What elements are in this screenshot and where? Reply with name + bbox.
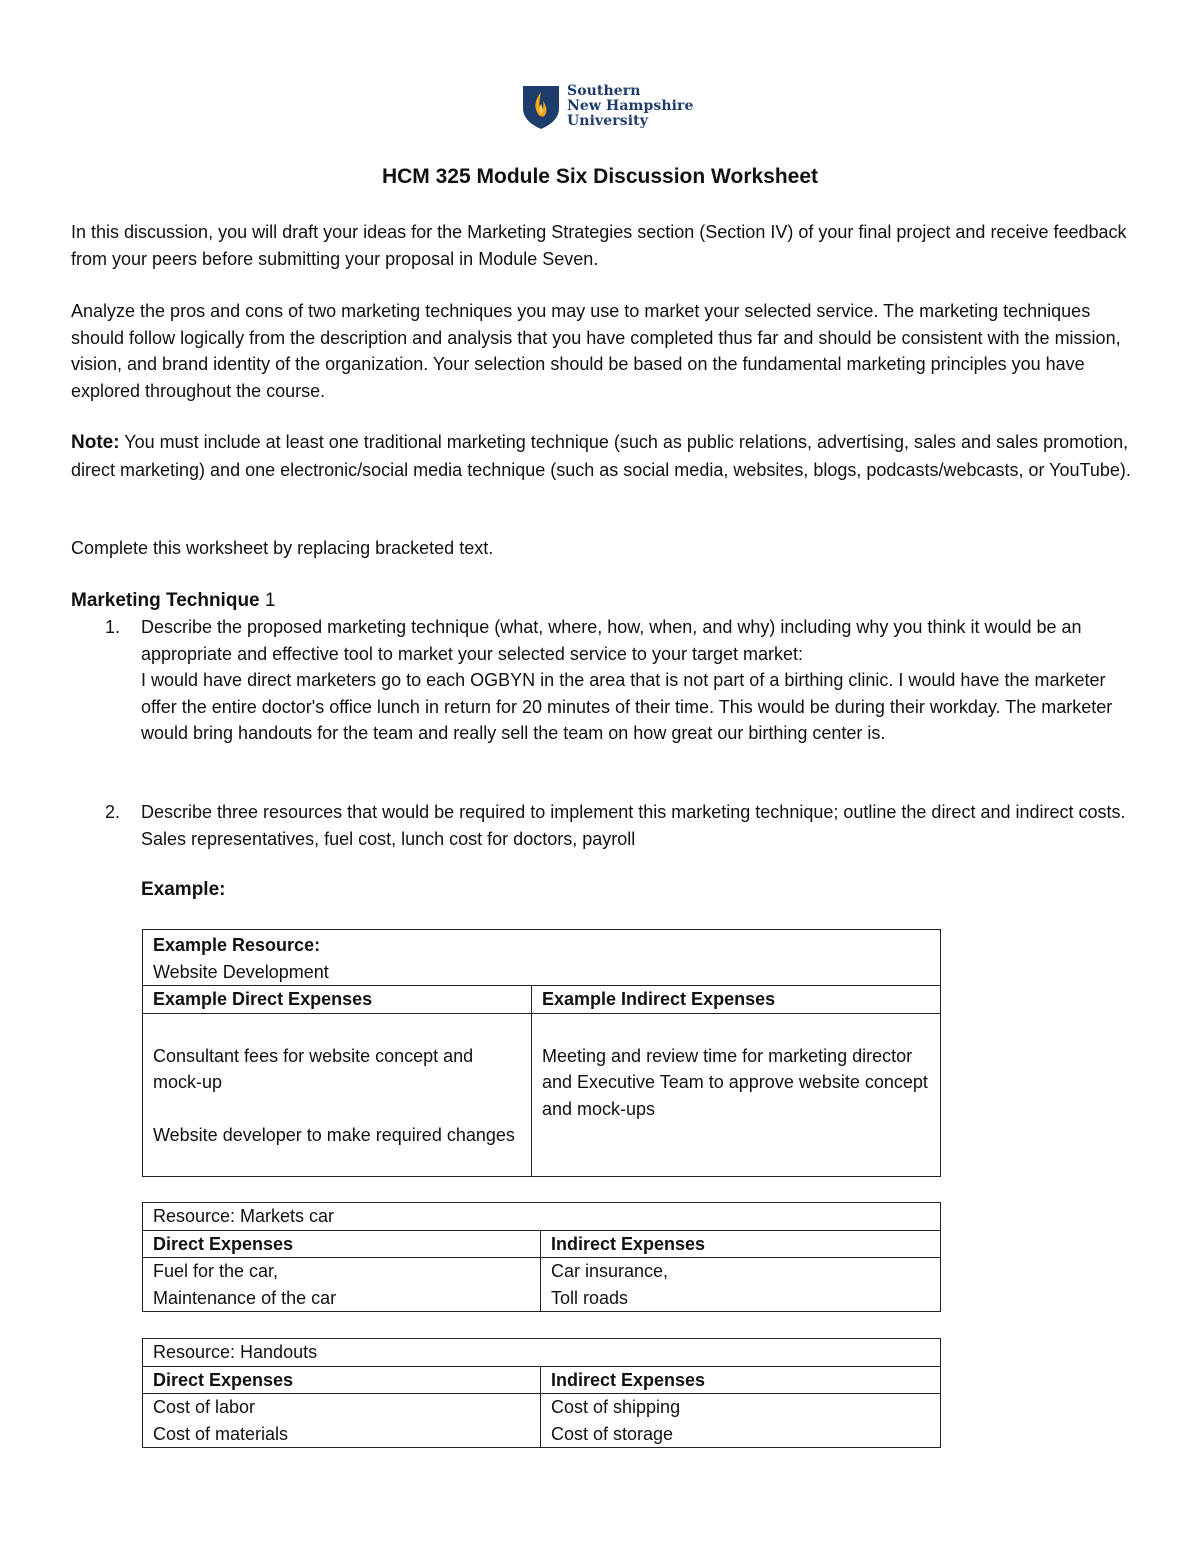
- note-label: Note:: [71, 432, 120, 453]
- marketing-technique-heading: [71, 588, 275, 615]
- car-indirect-item: Car insurance,: [551, 1261, 669, 1281]
- car-indirect-item: Toll roads: [551, 1287, 629, 1308]
- list-item: [105, 614, 1135, 747]
- technique-heading-label: Marketing Technique: [71, 590, 260, 611]
- analyze-paragraph: Analyze the pros and cons of two marketing techniques you may use to market your selected service. The marketing techniques should follow logically from the description and analysis that you have completed thus far and should be consistent with the mission, vision, and brand identity of the organization. Your selection should be based on the fundamental marketing principles you have explored throughout the course.: [71, 301, 1121, 401]
- handouts-indirect-item: Cost of shipping: [551, 1397, 681, 1417]
- list-number: 2.: [105, 802, 121, 822]
- table-cell: [541, 1394, 941, 1448]
- logo-wordmark: [567, 84, 694, 129]
- resource-table-handouts: [142, 1338, 941, 1448]
- shield-flame-icon: [521, 84, 561, 130]
- car-direct-item: Maintenance of the car: [153, 1287, 337, 1308]
- logo-line-3: University: [567, 113, 648, 129]
- list-prompt: Describe three resources that would be required to implement this marketing technique; outline the direct and indirect costs.: [141, 802, 1126, 822]
- table-cell: [143, 1258, 541, 1312]
- handouts-resource-label: Resource: Handouts: [143, 1339, 941, 1367]
- example-label: Example:: [141, 879, 226, 900]
- example-indirect-header: Example Indirect Expenses: [532, 986, 941, 1014]
- list-number: 1.: [105, 617, 121, 637]
- example-direct-header: Example Direct Expenses: [143, 986, 532, 1014]
- university-logo: [521, 84, 694, 130]
- example-indirect-item: Meeting and review time for marketing director and Executive Team to approve website concept and mock-ups: [542, 1045, 928, 1119]
- car-direct-item: Fuel for the car,: [153, 1261, 279, 1281]
- example-resource-table: [142, 929, 941, 1177]
- note-paragraph: [71, 429, 1146, 483]
- table-cell: [532, 1013, 941, 1176]
- handouts-direct-item: Cost of materials: [153, 1423, 289, 1444]
- car-resource-label: Resource: Markets car: [143, 1203, 941, 1231]
- complete-instruction: Complete this worksheet by replacing bracketed text.: [71, 538, 494, 558]
- example-direct-item: Website developer to make required changes: [153, 1124, 515, 1145]
- car-indirect-header: Indirect Expenses: [541, 1230, 941, 1258]
- resource-table-car: [142, 1202, 941, 1312]
- handouts-indirect-header: Indirect Expenses: [541, 1366, 941, 1394]
- handouts-direct-header: Direct Expenses: [143, 1366, 541, 1394]
- table-cell: [143, 1394, 541, 1448]
- example-resource-value: Website Development: [153, 961, 329, 982]
- example-direct-item: Consultant fees for website concept and mock-up: [153, 1045, 474, 1092]
- logo-line-1: Southern: [567, 83, 641, 99]
- note-text: You must include at least one traditional marketing technique (such as public relations, advertising, sales and sales promotion, direct marketing) and one electronic/social media technique (such as social media, websites, blogs, podcasts/webcasts, or YouTube).: [71, 432, 1131, 480]
- example-resource-label: Example Resource:: [153, 935, 321, 955]
- handouts-direct-item: Cost of labor: [153, 1397, 256, 1417]
- table-cell: [143, 1013, 532, 1176]
- handouts-indirect-item: Cost of storage: [551, 1423, 674, 1444]
- car-direct-header: Direct Expenses: [143, 1230, 541, 1258]
- list-prompt: Describe the proposed marketing technique (what, where, how, when, and why) including why you think it would be an appropriate and effective tool to market your selected service to your target market:: [141, 617, 1082, 664]
- list-answer: Sales representatives, fuel cost, lunch cost for doctors, payroll: [141, 828, 636, 849]
- page-title: HCM 325 Module Six Discussion Worksheet: [381, 165, 819, 188]
- list-item: [105, 799, 1135, 852]
- table-cell: [541, 1258, 941, 1312]
- logo-line-2: New Hampshire: [567, 98, 694, 114]
- list-answer: I would have direct marketers go to each OGBYN in the area that is not part of a birthing clinic. I would have the marketer offer the entire doctor's office lunch in return for 20 minutes of their time. This would be during their workday. The marketer would bring handouts for the team and really sell the team on how great our birthing center is.: [141, 670, 1113, 743]
- technique-heading-number: 1: [259, 590, 276, 611]
- intro-paragraph: In this discussion, you will draft your ideas for the Marketing Strategies section (Section IV) of your final project and receive feedback from your peers before submitting your proposal in Module Seven.: [71, 222, 1127, 269]
- table-cell: [143, 930, 941, 986]
